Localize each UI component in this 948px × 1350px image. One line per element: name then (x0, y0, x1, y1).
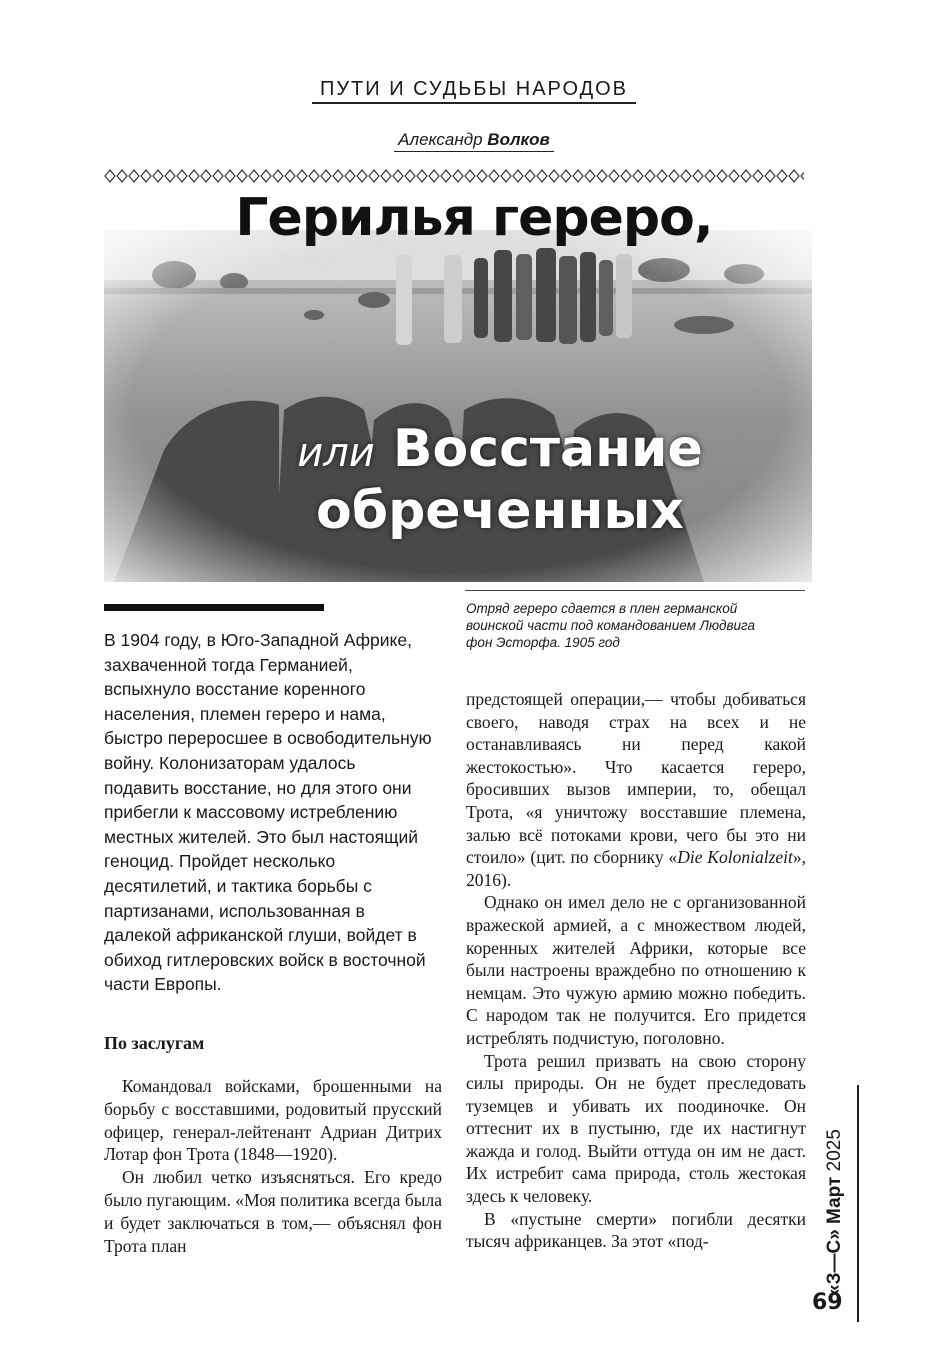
lead-paragraph (104, 628, 434, 997)
title-line3: обреченных (316, 481, 684, 541)
col1-paragraph: Командовал войсками, брошенными на борьбу с восставшими, родовитый прусский офицер, генерал-лейтенант Адриан Дитрих Лотар фон Трота (1848—1920). (104, 1076, 442, 1165)
book-title: Die Kolonialzeit (677, 847, 793, 868)
author-first-name: Александр (398, 130, 483, 149)
author-byline (0, 130, 948, 152)
title-prefix: или (297, 430, 375, 476)
lead-text: В 1904 году, в Юго-Западной Африке, захваченной тогда Германией, вспыхнуло восстание коренного населения, племен гереро и нама, быстро переросшее в освободительную войну. Колонизаторам удалось подавить восстание, но для этого они прибегли к массовому истреблению местных жителей. Это был настоящий геноцид. Пройдет несколько десятилетий, и тактика борьбы с партизанами, использованная в далекой африканской глуши, войдет в обиход гитлеровских войск в восточной части Европы. (104, 630, 432, 995)
author-last-name: Волков (487, 130, 550, 149)
col2-paragraph: Однако он имел дело не с организованной вражеской армией, а с множеством людей, коренных жителей Африки, которые все были настроены враждебно по отношению к немцам. Это чужую армию можно победить. С народом так не получится. Его придется истреблять подчистую, поголовно. (466, 892, 806, 1048)
rubric-text: ПУТИ И СУДЬБЫ НАРОДОВ (312, 78, 636, 104)
column-2 (466, 688, 806, 1253)
col1-paragraph: Он любил четко изъясняться. Его кредо было пугающим. «Моя политика всегда была и будет заключаться в том,— объяснял фон Трота план (104, 1167, 442, 1256)
rubric (0, 78, 948, 104)
ornament-border (104, 168, 804, 184)
article-title-line1: Герилья гереро, (235, 188, 713, 248)
photo-caption: Отряд гереро сдается в плен германской воинской части под командованием Людвига фон Эсторфа. 1905 год (466, 601, 756, 650)
col2-paragraph: Трота решил призвать на свою сторону силы природы. Он не будет преследовать туземцев и убивать их поодиночке. Он оттеснит их в пустыню, где их настигнут жажда и голод. Выйти оттуда он им не даст. Их истребит сама природа, столь жестокая здесь к человеку. (466, 1050, 806, 1207)
title-line2: Восстание (392, 419, 703, 479)
col2-continuation: предстоящей операции,— чтобы добиваться своего, наводя страх на всех и не останавливаясь ни перед какой жестокостью». Что касается гереро, бросивших вызов империи, то, обещал Трота, «я уничтожу восставшие племена, залью всё потоками крови, чего бы это ни стоило» (цит. по сборнику «Die Kolonialzeit», 2016). (466, 689, 806, 890)
side-rule (857, 1085, 859, 1322)
column-1 (104, 1075, 442, 1257)
lead-rule (104, 604, 324, 611)
issue-month: Март (824, 1176, 845, 1224)
section-heading: По заслугам (104, 1033, 205, 1053)
col2-paragraph: В «пустыне смерти» погибли десятки тысяч африканцев. За этот «под- (466, 1208, 806, 1252)
page-number: 69 (812, 1290, 843, 1315)
caption-rule (465, 590, 805, 591)
issue-label (820, 1085, 850, 1295)
magazine-name: «З—С» (824, 1229, 845, 1295)
issue-year: 2025 (824, 1129, 845, 1172)
article-subtitle (240, 420, 760, 540)
